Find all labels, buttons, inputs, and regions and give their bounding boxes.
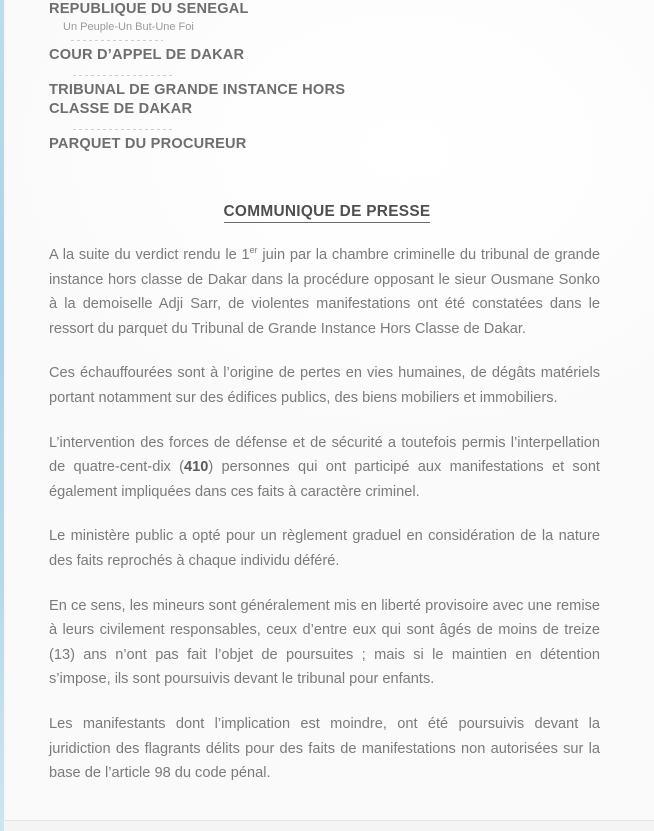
paragraph-3-post: ) personnes qui ont participé aux manifestations et sont également impliquées dans ces faits à caractère criminel. (49, 459, 600, 500)
masthead-tribunal-line-2: CLASSE DE DAKAR (49, 101, 193, 117)
paragraph-6: Les manifestants dont l’implication est moindre, ont été poursuivis devant la juridiction des flagrants délits pour des faits de manifestations non autorisées sur la base de l’article 98 du code pénal. (49, 715, 600, 782)
paragraph-3-pre: L’intervention des forces de défense et de sécurité a toutefois permis l’interpellation de quatre-cent-dix ( (49, 434, 600, 476)
paragraph-1-ordinal-suffix: er (249, 245, 258, 256)
masthead-tribunal-line-1: TRIBUNAL DE GRANDE INSTANCE HORS (49, 82, 346, 98)
arrested-count-value: 410 (184, 459, 209, 476)
masthead (49, 0, 469, 154)
paragraph-1-pre: A la suite du verdict rendu le 1 (49, 247, 250, 263)
masthead-separator-2 (73, 70, 173, 81)
paragraph-4: Le ministère public a opté pour un règlement graduel en considération de la nature des faits reprochés à chaque individu déféré. (49, 528, 600, 569)
masthead-separator-3 (73, 124, 173, 135)
masthead-prosecutor-office: PARQUET DU PROCUREUR (49, 136, 247, 152)
paragraph-5: En ce sens, les mineurs sont généralement mis en liberté provisoire avec une remise à leurs civilement responsables, ceux d’entre eux qui sont âgés de moins de treize (13) ans n’ont pas fait l’objet de poursuites ; mais si le maintien en détention s’impose, ils sont poursuivis devant le tribunal pour enfants. (49, 597, 600, 688)
masthead-separator-1 (71, 35, 163, 46)
document-title-text: COMMUNIQUE DE PRESSE (224, 203, 431, 223)
paragraph-1 (49, 243, 600, 341)
masthead-court-of-appeal: COUR D’APPEL DE DAKAR (49, 47, 245, 63)
paragraph-1-post: juin par la chambre criminelle du tribunal de grande instance hors classe de Dakar dans la procédure opposant le sieur Ousmane Sonko à la demoiselle Adji Sarr, de violentes manifestations ont été constatées dans le ressort du parquet du Tribunal de Grande Instance Hors Classe de Dakar. (49, 247, 601, 337)
document-body (49, 243, 600, 786)
masthead-country: REPUBLIQUE DU SENEGAL (49, 1, 249, 17)
left-edge-inner-margin (4, 0, 7, 831)
document-title (0, 203, 654, 223)
paragraph-2: Ces échauffourées sont à l’origine de pertes en vies humaines, de dégâts matériels portant notamment sur des édifices publics, des biens mobiliers et immobiliers. (49, 365, 600, 406)
page-foot-band (5, 821, 654, 831)
masthead-motto: Un Peuple-Un But-Une Foi (63, 21, 194, 33)
paragraph-3 (49, 431, 600, 505)
